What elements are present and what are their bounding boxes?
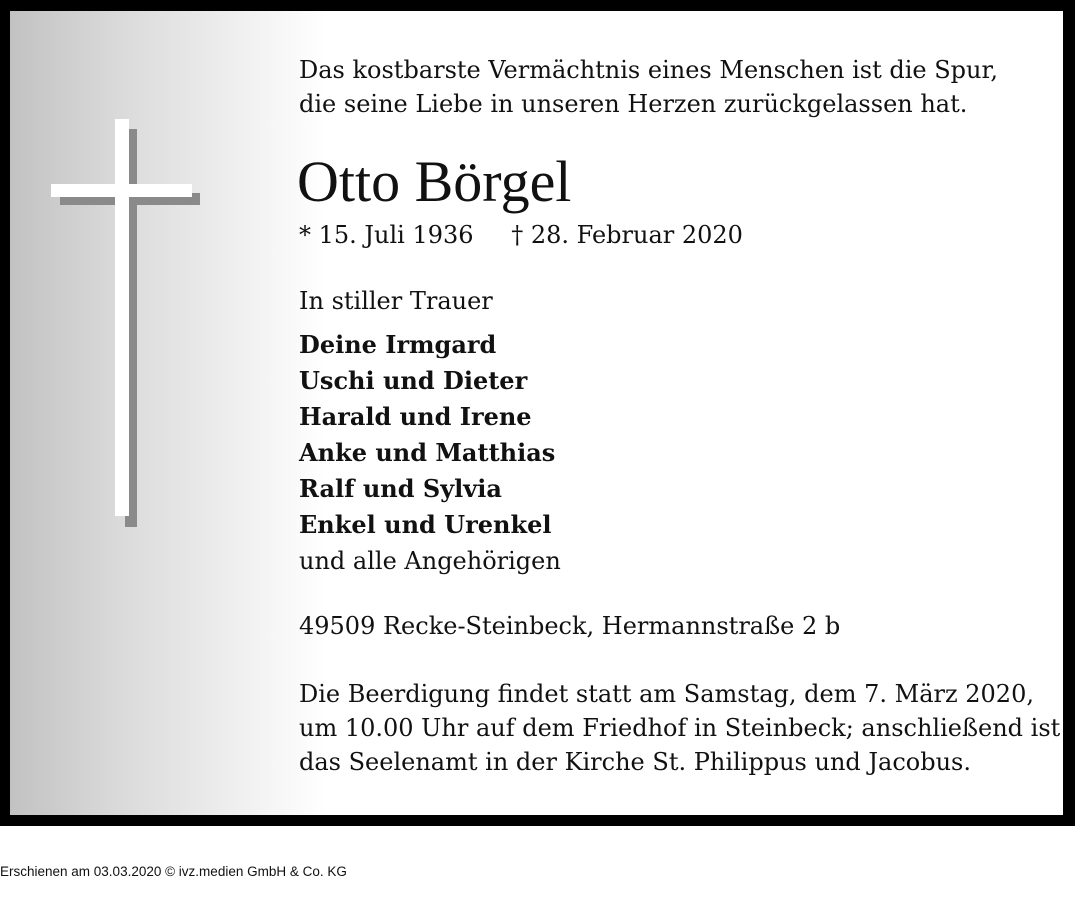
mourner: Ralf und Sylvia <box>299 474 502 503</box>
mourner: Enkel und Urenkel <box>299 510 552 539</box>
death-date: † 28. Februar 2020 <box>511 221 743 249</box>
address: 49509 Recke-Steinbeck, Hermannstraße 2 b <box>299 612 841 640</box>
mourning-intro: In stiller Trauer <box>299 287 493 315</box>
motto-line: die seine Liebe in unseren Herzen zurückgelassen hat. <box>299 90 968 118</box>
cross-icon <box>10 11 310 611</box>
funeral-line: um 10.00 Uhr auf dem Friedhof in Steinbeck; anschließend ist <box>299 714 1061 742</box>
mourner: Anke und Matthias <box>299 438 556 467</box>
deceased-name: Otto Börgel <box>297 149 572 214</box>
mourners-list <box>299 327 561 579</box>
motto <box>299 53 998 121</box>
other-relatives: und alle Angehörigen <box>299 547 561 575</box>
mourner: Harald und Irene <box>299 402 532 431</box>
life-dates <box>299 219 743 251</box>
publication-footer: Erschienen am 03.03.2020 © ivz.medien GmbH & Co. KG <box>0 864 347 879</box>
funeral-line: das Seelenamt in der Kirche St. Philippus und Jacobus. <box>299 748 971 776</box>
birth-date: * 15. Juli 1936 <box>299 221 474 249</box>
funeral-details <box>299 677 1061 779</box>
mourner: Deine Irmgard <box>299 330 497 359</box>
funeral-line: Die Beerdigung findet statt am Samstag, dem 7. März 2020, <box>299 680 1034 708</box>
motto-line: Das kostbarste Vermächtnis eines Menschen ist die Spur, <box>299 56 998 84</box>
obituary-notice <box>10 11 1063 815</box>
mourner: Uschi und Dieter <box>299 366 528 395</box>
